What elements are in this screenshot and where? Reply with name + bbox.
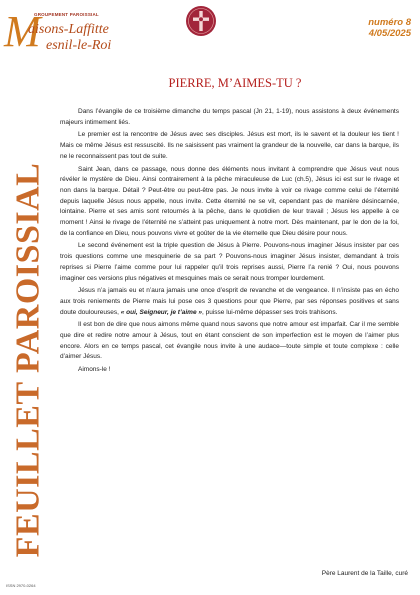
paragraph-7: Aimons-le ! xyxy=(78,366,111,374)
paragraph-1: Dans l’évangile de ce troisième dimanche du temps pascal (Jn 21, 1-19), nous assistons à deux événements majeurs intimement liés. xyxy=(60,108,399,126)
issue-number: numéro 8 xyxy=(368,17,411,28)
issn-number: ISSN 2970-0264 xyxy=(6,583,36,588)
issue-info xyxy=(368,17,411,39)
paragraph-5 xyxy=(60,286,399,318)
issue-date: 4/05/2025 xyxy=(368,28,411,39)
paragraph-3: Saint Jean, dans ce passage, nous donne des éléments nous invitant à comprendre que Jésus veut nous révéler le mystère de Dieu. Ainsi contrairement à la pêche miraculeuse de Luc (ch.5), Jésus ici est sur le rivage et non dans la barque. Détail ? Peut-être ou peut-être pas. Je nous invite à voir ce rivage comme celui de l’éternité depuis laquelle Jésus nous appelle, nous invite. Cette éternité ne se vit, cependant pas de manière désincarnée, lointaine. Pierre et ses amis sont retournés à la pêche, dans le quotidien de leur travail ; Jésus les appelle à ce moment ! Ainsi le rivage de l’éternité ne s’atteint pas uniquement à notre mort. Dès maintenant, par le don de la foi, de la confiance en Dieu, nous pouvons vivre et goûter de la vie éternelle que Dieu désire pour nous. xyxy=(60,165,399,237)
logo-group-label: GROUPEMENT PAROISSIAL xyxy=(34,12,99,17)
article-title: PIERRE, M’AIMES-TU ? xyxy=(168,76,302,90)
paragraph-2: Le premier est la rencontre de Jésus avec ses disciples. Jésus est mort, ils le savent et la douleur les tient ! Mais ce même Jésus est ressuscité. Ils ne saisissent pas vraiment la grandeur de la nouvelle, car dans la barque, ils ne le reconnaissent pas tout de suite. xyxy=(60,131,399,160)
sidebar-title-container xyxy=(3,140,53,580)
paragraph-5-start: Jésus n’a jamais eu et n’aura jamais une once d’esprit de revanche et de vengeance. Il n’insiste pas en écho aux trois reniements de Pierre mais lui pose ces 3 questions pour que Pierre, par ses réponses positives et sans doute douloureuses, xyxy=(60,287,399,316)
paragraph-4: Le second événement est la triple question de Jésus à Pierre. Pouvons-nous imaginer Jésus insister par ces trois questions comme une mesquinerie de sa part ? Pouvons-nous imaginer Jésus insister, demandant à trois reprises si Pierre l’aime comme pour lui rappeler qu’il trois reprises aussi, Pierre l’a renié ? Oui, nous pouvons imaginer ces versions plus négatives et mesquines mais ce serait nous tromper lourdement. xyxy=(60,242,399,282)
paragraph-5-quote: « oui, Seigneur, je t’aime » xyxy=(120,308,202,316)
logo-initial: M xyxy=(4,7,41,56)
cross-emblem-icon xyxy=(185,5,217,37)
sidebar-title: FEUILLET PAROISSIAL xyxy=(9,162,47,558)
signature: Père Laurent de la Taille, curé xyxy=(321,570,408,577)
logo-town-1: aisons-Laffitte xyxy=(28,22,109,37)
paragraph-6: Il est bon de dire que nous aimons même quand nous savons que notre amour est imparfait. Car il me semble que dire et redire notre amour à Jésus, tout en étant conscient de son imperfection est le moyen de l’aimer plus encore. Alors en ce temps pascal, cet évangile nous invite à une audace—toute simple et toute complexe : celle d’aimer Jésus. xyxy=(60,321,399,361)
paragraph-5-end: , puisse lui-même dépasser ses trois trahisons. xyxy=(202,308,338,316)
logo-town-2: esnil-le-Roi xyxy=(46,38,112,53)
article-body xyxy=(60,107,399,378)
parish-logo xyxy=(4,7,144,60)
